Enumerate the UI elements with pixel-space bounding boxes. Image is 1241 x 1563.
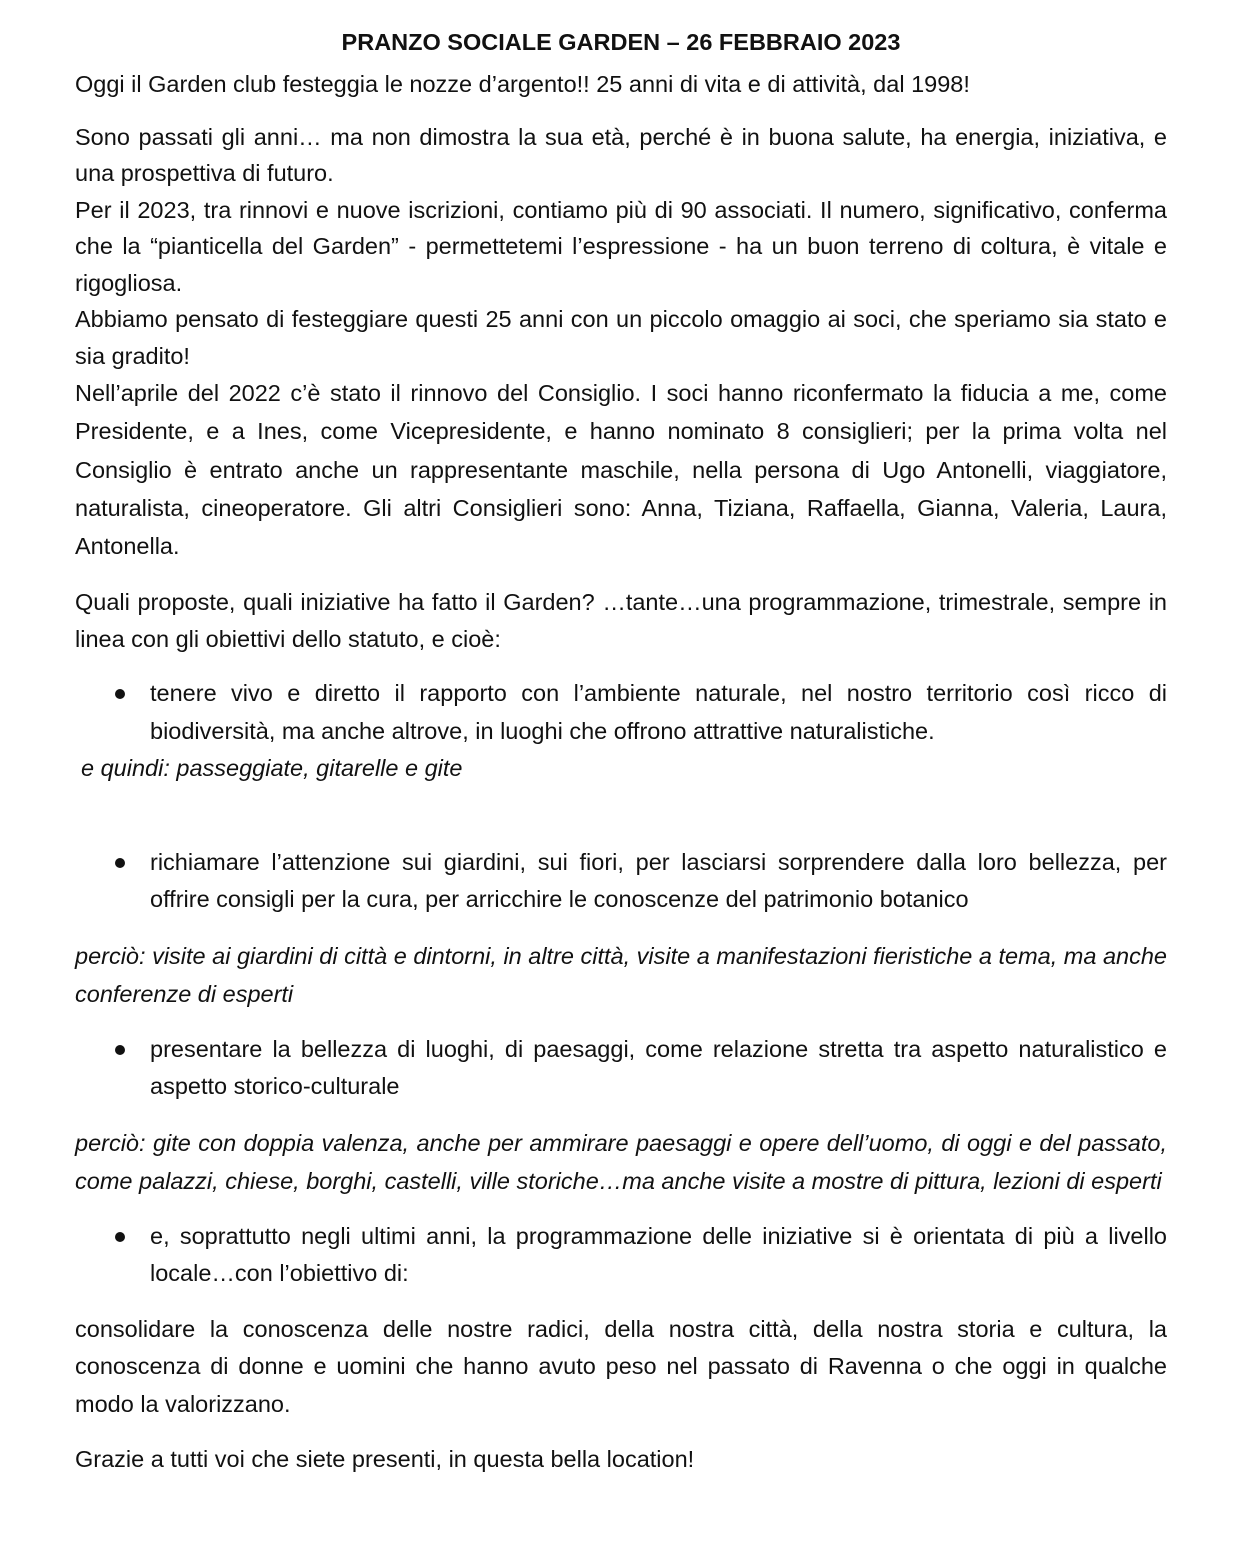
paragraph-proposals: Quali proposte, quali iniziative ha fatto il Garden? …tante…una programmazione, trimestrale, sempre in linea con gli obiettivi dello statuto, e cioè: [75,589,1167,652]
objectives-list-2 [75,844,1167,919]
list-item-text: e, soprattutto negli ultimi anni, la programmazione delle iniziative si è orientata di più a livello locale…con l’obiettivo di: [150,1222,1167,1287]
paragraph-years: Sono passati gli anni… ma non dimostra la sua età, perché è in buona salute, ha energia, iniziativa, e una prospettiva di futuro. [75,123,1167,186]
objectives-list-1 [75,675,1167,750]
bullet-icon [115,689,125,699]
bullet-icon [115,858,125,868]
list-item [75,675,1167,750]
note-trips: perciò: gite con doppia valenza, anche per ammirare paesaggi e opere dell’uomo, di oggi e del passato, come palazzi, chiese, borghi, castelli, ville storiche…ma anche visite a mostre di pittura, lezioni di esperti [75,1129,1167,1194]
paragraph-gift: Abbiamo pensato di festeggiare questi 25 anni con un piccolo omaggio ai soci, che speriamo sia stato e sia gradito! [75,306,1167,369]
document-title: PRANZO SOCIALE GARDEN – 26 FEBBRAIO 2023 [341,29,901,55]
objectives-list-4 [75,1218,1167,1293]
paragraph-roots: consolidare la conoscenza delle nostre radici, della nostra città, della nostra storia e cultura, la conoscenza di donne e uomini che hanno avuto peso nel passato di Ravenna o che oggi in qualche modo la valorizzano. [75,1315,1167,1417]
bullet-icon [115,1045,125,1055]
list-item [75,1031,1167,1106]
list-item-text: presentare la bellezza di luoghi, di paesaggi, come relazione stretta tra aspetto naturalistico e aspetto storico-culturale [150,1035,1167,1100]
paragraph-anniversary: Oggi il Garden club festeggia le nozze d’argento!! 25 anni di vita e di attività, dal 1998! [75,71,970,97]
paragraph-council: Nell’aprile del 2022 c’è stato il rinnovo del Consiglio. I soci hanno riconfermato la fiducia a me, come Presidente, e a Ines, come Vicepresidente, e hanno nominato 8 consiglieri; per la prima volta nel Consiglio è entrato anche un rappresentante maschile, nella persona di Ugo Antonelli, viaggiatore, naturalista, cineoperatore. Gli altri Consiglieri sono: Anna, Tiziana, Raffaella, Gianna, Valeria, Laura, Antonella. [75,380,1167,560]
list-item-text: richiamare l’attenzione sui giardini, sui fiori, per lasciarsi sorprendere dalla loro bellezza, per offrire consigli per la cura, per arricchire le conoscenze del patrimonio botanico [150,848,1167,913]
list-item-text: tenere vivo e diretto il rapporto con l’ambiente naturale, nel nostro territorio così ricco di biodiversità, ma anche altrove, in luoghi che offrono attrattive naturalistiche. [150,680,1167,744]
bullet-icon [115,1232,125,1242]
list-item [75,844,1167,919]
note-walks: e quindi: passeggiate, gitarelle e gite [81,755,463,782]
list-item [75,1218,1167,1293]
document-page [75,22,1167,1478]
paragraph-thanks: Grazie a tutti voi che siete presenti, in questa bella location! [75,1446,695,1473]
objectives-list-3 [75,1031,1167,1106]
note-gardens: perciò: visite ai giardini di città e dintorni, in altre città, visite a manifestazioni fieristiche a tema, ma anche conferenze di esperti [75,942,1167,1007]
paragraph-members: Per il 2023, tra rinnovi e nuove iscrizioni, contiamo più di 90 associati. Il numero, significativo, conferma che la “pianticella del Garden” - permettetemi l’espressione - ha un buon terreno di coltura, è vitale e rigogliosa. [75,196,1167,296]
